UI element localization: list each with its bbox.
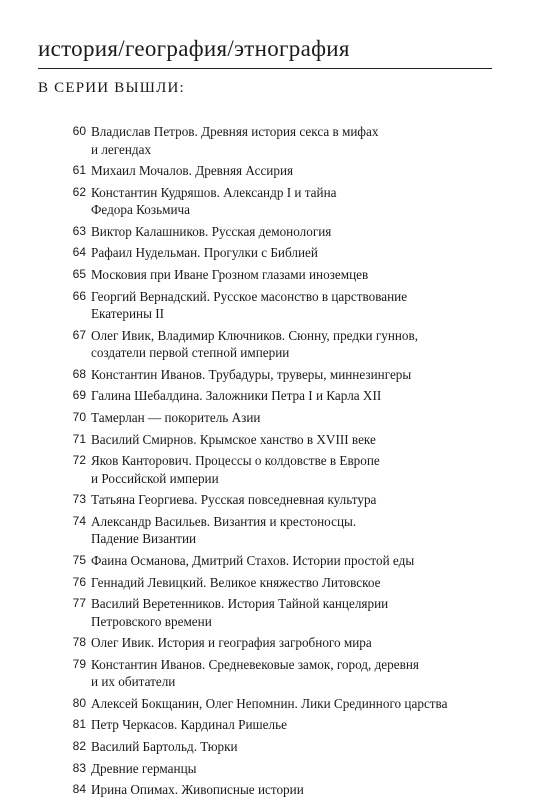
item-text: Древние германцы (91, 760, 197, 776)
item-text: Константин Иванов. Трубадуры, труверы, миннезингеры (91, 366, 412, 382)
item-number: 84 (72, 782, 86, 797)
list-item (60, 223, 500, 241)
item-text: Московия при Иване Грозном глазами иноземцев (91, 266, 369, 282)
item-text: Василий Веретенников. История Тайной канцелярии Петровского времени (91, 596, 389, 629)
item-text: Виктор Калашников. Русская демонология (91, 223, 332, 239)
list-item (60, 656, 500, 691)
item-number: 65 (72, 266, 86, 281)
item-number: 62 (72, 184, 86, 199)
list-item (60, 716, 500, 734)
item-text: Алексей Бокщанин, Олег Непомнин. Лики Срединного царства (91, 695, 448, 711)
list-item (60, 162, 500, 180)
item-text: Геннадий Левицкий. Великое княжество Литовское (91, 574, 381, 590)
list-item (60, 513, 500, 548)
list-item (60, 738, 500, 756)
item-number: 71 (72, 431, 86, 446)
item-number: 61 (72, 163, 86, 178)
item-text: Тамерлан — покоритель Азии (91, 409, 261, 425)
list-item (60, 431, 500, 449)
item-text: Василий Бартольд. Тюрки (91, 739, 238, 755)
list-item (60, 288, 500, 323)
item-text: Яков Канторович. Процессы о колдовстве в Европе и Российской империи (91, 453, 380, 486)
item-number: 77 (72, 596, 86, 611)
list-item (60, 387, 500, 405)
item-number: 78 (72, 635, 86, 650)
item-text: Олег Ивик. История и география загробного мира (91, 635, 372, 651)
item-number: 79 (72, 656, 86, 671)
item-text: Константин Кудряшов. Александр I и тайна Федора Козьмича (91, 184, 337, 218)
item-number: 74 (72, 513, 86, 528)
item-number: 75 (72, 552, 86, 567)
list-item (60, 366, 500, 384)
series-title: история/география/этнография (38, 36, 350, 61)
item-text: Михаил Мочалов. Древняя Ассирия (91, 163, 294, 179)
item-number: 67 (72, 327, 86, 342)
subheading: В СЕРИИ ВЫШЛИ: (38, 80, 185, 96)
item-number: 82 (72, 739, 86, 754)
item-number: 81 (72, 717, 86, 732)
item-number: 83 (72, 760, 86, 775)
item-number: 66 (72, 288, 86, 303)
item-number: 60 (72, 124, 86, 138)
item-text: Рафаил Нудельман. Прогулки с Библией (91, 245, 318, 261)
list-item (60, 574, 500, 592)
item-text: Галина Шебалдина. Заложники Петра I и Карла XII (91, 388, 382, 404)
item-text: Георгий Вернадский. Русское масонство в царствование Екатерины II (91, 288, 408, 322)
list-item (60, 266, 500, 284)
item-number: 73 (72, 492, 86, 507)
item-number: 63 (72, 223, 86, 238)
item-number: 70 (72, 409, 86, 424)
list-item (60, 123, 500, 158)
title-rule (38, 68, 492, 69)
item-number: 68 (72, 366, 86, 381)
list-item (60, 595, 500, 630)
item-text: Владислав Петров. Древняя история секса в мифах и легендах (91, 124, 379, 157)
item-text: Олег Ивик, Владимир Ключников. Сюнну, предки гуннов, создатели первой степной империи (91, 327, 419, 361)
item-number: 76 (72, 574, 86, 589)
list-item (60, 244, 500, 262)
item-text: Татьяна Георгиева. Русская повседневная культура (91, 492, 377, 508)
item-number: 80 (72, 695, 86, 710)
list-item (60, 781, 500, 799)
item-number: 64 (72, 245, 86, 260)
book-list (60, 123, 500, 803)
item-text: Александр Васильев. Византия и крестоносцы. Падение Византии (91, 513, 357, 547)
list-item (60, 184, 500, 219)
item-text: Ирина Опимах. Живописные истории (91, 782, 304, 798)
list-item (60, 552, 500, 570)
list-item (60, 452, 500, 487)
list-item (60, 409, 500, 427)
list-item (60, 760, 500, 778)
item-text: Петр Черкасов. Кардинал Ришелье (91, 717, 287, 733)
item-number: 72 (72, 453, 86, 468)
list-item (60, 491, 500, 509)
item-text: Василий Смирнов. Крымское ханство в XVIII веке (91, 431, 376, 447)
list-item (60, 327, 500, 362)
item-number: 69 (72, 388, 86, 403)
list-item (60, 634, 500, 652)
item-text: Фаина Османова, Дмитрий Стахов. Истории простой еды (91, 552, 415, 568)
item-text: Константин Иванов. Средневековые замок, город, деревня и их обитатели (91, 656, 419, 690)
list-item (60, 695, 500, 713)
